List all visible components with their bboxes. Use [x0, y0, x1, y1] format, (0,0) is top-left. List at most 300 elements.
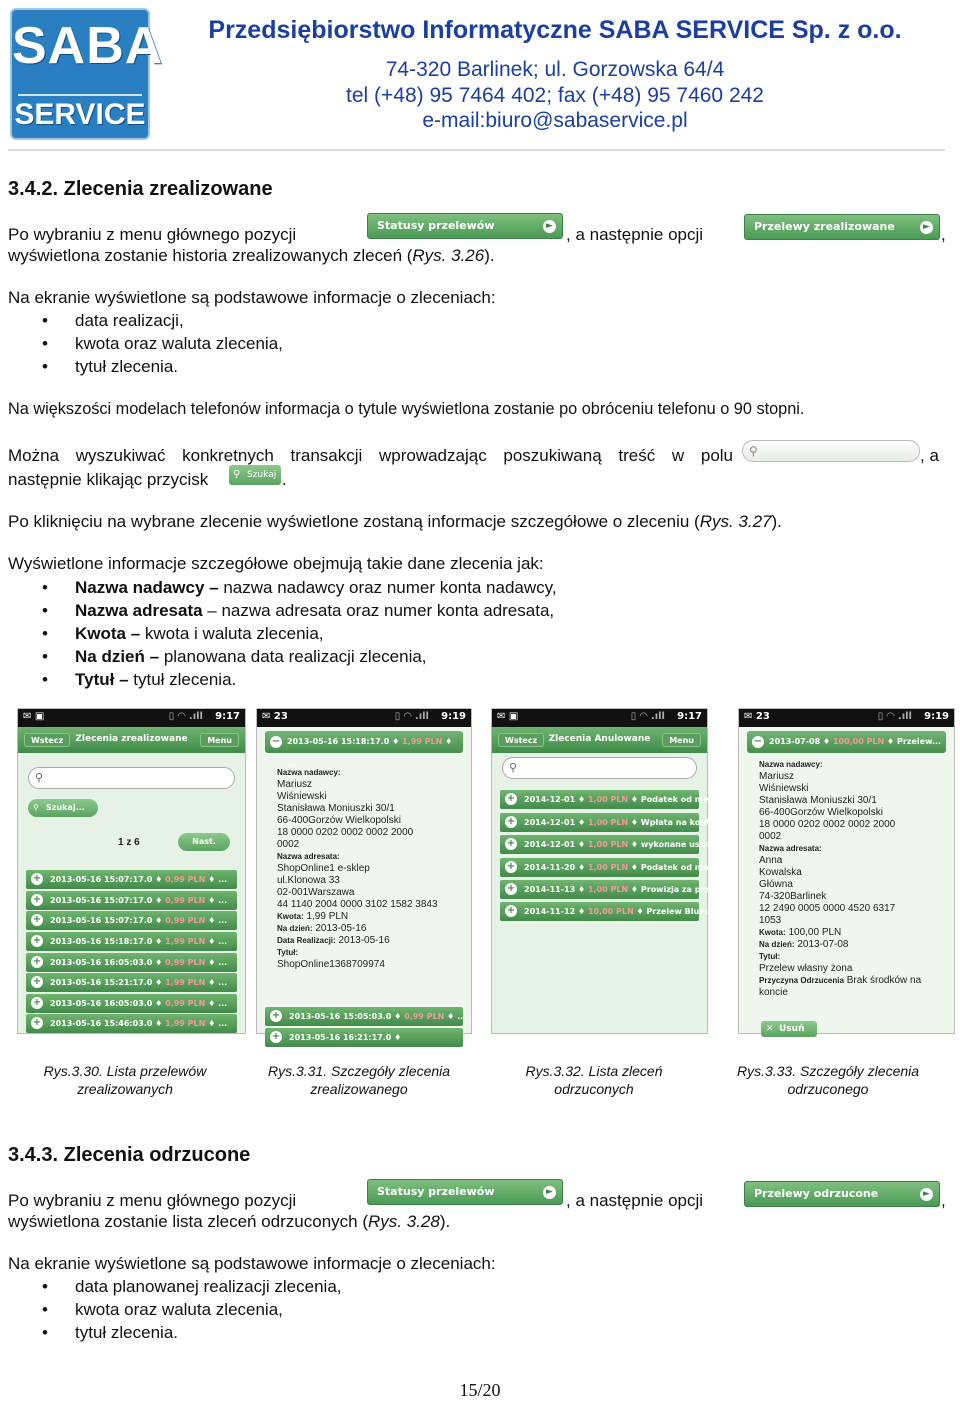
search-input	[502, 757, 697, 779]
row-amount: 1,00 PLN	[587, 863, 629, 872]
detail-line	[277, 863, 465, 875]
detail-value: Kowalska	[759, 867, 802, 878]
row-title: ♦ Przelew Bluec...	[636, 907, 719, 916]
detail-value: Przelew własny żona	[759, 963, 853, 974]
plus-icon: +	[32, 956, 42, 967]
s2-intro-end: ).	[439, 1212, 451, 1231]
list-item: • kwota oraz waluta zlecenia,	[42, 1300, 283, 1319]
detail-label: Tytuł:	[277, 948, 299, 957]
detail-value: ShopOnline1 e-sklep	[277, 863, 370, 874]
field-desc: kwota i waluta zlecenia,	[144, 624, 324, 643]
s2-intro-ref: Rys. 3.28	[368, 1212, 440, 1231]
s1-list-intro: Na ekranie wyświetlone są podstawowe informacje o zleceniach:	[8, 288, 496, 307]
status-bar	[257, 709, 471, 727]
row-amount: 0,99 PLN	[404, 1012, 445, 1021]
detail-value: 1,99 PLN	[306, 911, 349, 922]
s1-fields-list	[42, 576, 557, 691]
back-button: Wstecz	[498, 733, 544, 747]
row-amount: 0,99 PLN	[165, 999, 206, 1008]
caption-line: Rys.3.33. Szczegóły zlecenia	[736, 1063, 920, 1079]
figure-caption	[489, 1062, 699, 1098]
phone-screenshot-completed-detail	[256, 708, 472, 1042]
field-name: Nazwa adresata	[75, 601, 203, 620]
caption-line: zrealizowanych	[77, 1081, 173, 1097]
table-row	[26, 953, 237, 972]
detail-label: Data Realizacji:	[277, 936, 336, 945]
detail-value: Stanisława Moniuszki 30/1	[759, 795, 877, 806]
plus-icon: +	[32, 1017, 42, 1028]
table-row	[500, 880, 719, 899]
detail-label: Na dzień:	[759, 940, 795, 949]
status-time: 9:19	[441, 711, 466, 722]
detail-line	[759, 951, 948, 963]
detail-value: Anna	[759, 855, 783, 866]
search-icon: ⚲	[33, 803, 39, 812]
signal-icons: ▯ ◠ .ıll	[877, 711, 912, 722]
row-title: ♦ Prowizja za prz...	[630, 885, 719, 894]
s1-intro-comma: ,	[941, 225, 946, 244]
detail-line	[759, 759, 948, 771]
detail-label: Nazwa nadawcy:	[277, 768, 341, 777]
table-row	[500, 858, 721, 877]
plus-icon: +	[271, 1010, 281, 1021]
detail-line	[759, 783, 948, 795]
table-row	[500, 813, 719, 832]
s1-intro-part2: , a następnie opcji	[566, 225, 704, 244]
s1-search-text-3: następnie klikając przycisk	[8, 470, 209, 489]
s1-details-ref: Rys. 3.27	[699, 512, 772, 531]
list-item: • tytuł zlecenia.	[42, 1323, 178, 1342]
przelewy-odrzucone-button	[744, 1181, 940, 1207]
caption-line: Rys.3.32. Lista zleceń	[525, 1063, 663, 1079]
row-amount: 0,99 PLN	[165, 916, 206, 925]
detail-line	[759, 987, 948, 999]
phone-screenshot-rejected-list	[491, 708, 721, 1034]
row-title: ♦ ...	[208, 1019, 228, 1028]
arrow-right-icon: ►	[920, 221, 933, 234]
search-input	[28, 767, 235, 789]
detail-line	[759, 975, 948, 987]
s1-search-text-1: Można wyszukiwać konkretnych transakcji wprowadzając poszukiwaną treść w polu	[8, 446, 733, 465]
row-title: ♦ Podatek od nier...	[630, 863, 721, 872]
next-button: Nast.	[178, 833, 230, 851]
s1-intro-line2	[8, 246, 495, 266]
row-amount: 0,99 PLN	[165, 875, 206, 884]
detail-value: Mariusz	[277, 779, 313, 790]
detail-line	[759, 807, 948, 819]
detail-line	[277, 827, 465, 839]
search-icon: ⚲	[749, 444, 758, 458]
detail-value: Główna	[759, 879, 793, 890]
plus-icon: +	[32, 914, 42, 925]
header-divider	[8, 149, 945, 151]
arrow-right-icon: ►	[543, 1186, 556, 1199]
detail-line	[277, 923, 465, 935]
detail-label: Nazwa adresata:	[277, 852, 340, 861]
list-item: • Tytuł – tytuł zlecenia.	[42, 670, 237, 689]
detail-title: ♦ ...	[287, 737, 453, 768]
minus-icon: −	[271, 736, 281, 747]
s1-details-end: ).	[771, 512, 782, 531]
detail-value: 74-320Barlinek	[759, 891, 827, 902]
detail-line	[759, 915, 948, 927]
detail-header-bar	[265, 731, 463, 768]
detail-content	[277, 767, 465, 971]
table-row	[500, 790, 721, 809]
detail-line	[277, 947, 465, 959]
section-heading-rejected: 3.4.3. Zlecenia odrzucone	[8, 1144, 251, 1166]
plus-icon: +	[271, 1031, 281, 1042]
field-name: Kwota –	[75, 624, 145, 643]
search-field-image	[742, 440, 920, 462]
menu-button: Menu	[662, 733, 701, 747]
detail-line	[759, 855, 948, 867]
list-item-text: kwota oraz waluta zlecenia,	[75, 1300, 283, 1319]
table-row	[26, 911, 237, 930]
page-indicator: 1 z 6	[118, 837, 140, 848]
row-amount: 1,99 PLN	[165, 978, 206, 987]
status-icons: ✉ 23	[262, 711, 288, 722]
arrow-right-icon: ►	[920, 1188, 933, 1201]
s1-intro-part1: Po wybraniu z menu głównego pozycji	[8, 225, 297, 244]
table-row	[26, 973, 237, 992]
detail-line	[277, 911, 465, 923]
detail-line	[759, 771, 948, 783]
detail-value: 0002	[277, 839, 300, 850]
s1-fields-intro: Wyświetlone informacje szczegółowe obejmują takie dane zlecenia jak:	[8, 554, 544, 573]
detail-value: Stanisława Moniuszki 30/1	[277, 803, 395, 814]
s2-list-intro: Na ekranie wyświetlone są podstawowe informacje o zleceniach:	[8, 1254, 496, 1273]
row-title: ♦ ...	[208, 896, 228, 905]
table-row	[26, 891, 237, 910]
detail-line	[759, 963, 948, 975]
row-date: 2013-05-16 15:18:17.0 ♦	[50, 937, 163, 946]
statusy-menu-button-label: Statusy przelewów	[377, 219, 495, 232]
s1-details-intro-text: Po kliknięciu na wybrane zlecenie wyświetlone zostaną informacje szczegółowe o zleceniu (	[8, 512, 700, 531]
detail-line	[277, 959, 465, 971]
plus-icon: +	[506, 861, 516, 872]
przelewy-zrealizowane-label: Przelewy zrealizowane	[754, 220, 895, 233]
delete-button-label: Usuń	[779, 1024, 805, 1034]
status-icons: ✉ ▣	[23, 711, 45, 722]
row-date: 2013-05-16 16:21:17.0 ♦	[289, 1033, 402, 1042]
detail-label: Kwota:	[759, 928, 786, 937]
detail-line	[759, 819, 948, 831]
detail-line	[277, 779, 465, 791]
s1-search-text-2: , a	[920, 446, 939, 465]
logo-divider	[18, 94, 142, 96]
detail-title: ♦ Przelew...	[887, 737, 942, 746]
detail-line	[277, 791, 465, 803]
table-row	[500, 902, 719, 921]
plus-icon: +	[506, 793, 516, 804]
detail-line	[277, 887, 465, 899]
s2-intro-part1: Po wybraniu z menu głównego pozycji	[8, 1191, 297, 1210]
detail-line	[277, 815, 465, 827]
row-amount: 1,00 PLN	[587, 818, 629, 827]
detail-value: 66-400Gorzów Wielkopolski	[759, 807, 883, 818]
company-name: Przedsiębiorstwo Informatyczne SABA SERVICE Sp. z o.o.	[208, 16, 902, 44]
company-logo	[10, 8, 164, 140]
detail-label: Kwota:	[277, 912, 304, 921]
field-desc: planowana data realizacji zlecenia,	[163, 647, 427, 666]
phone-screenshot-rejected-detail	[738, 708, 955, 1034]
row-title: ♦ ...	[208, 937, 228, 946]
detail-value: 1053	[759, 915, 782, 926]
row-title: ♦ Wpłata na kont...	[630, 818, 719, 827]
detail-line	[759, 927, 948, 939]
row-title: ♦ ...	[447, 1012, 467, 1021]
szukaj-button-image	[229, 465, 281, 485]
detail-value: 66-400Gorzów Wielkopolski	[277, 815, 401, 826]
figure-caption	[254, 1062, 464, 1098]
delete-button	[761, 1021, 817, 1037]
detail-line	[277, 935, 465, 947]
signal-icons: ▯ ◠ .ıll	[168, 711, 203, 722]
table-row	[26, 1014, 237, 1033]
detail-line	[277, 767, 465, 779]
row-amount: 1,99 PLN	[165, 937, 206, 946]
row-date: 2014-11-20 ♦	[524, 863, 586, 872]
plus-icon: +	[506, 838, 516, 849]
phone-screenshot-completed-list	[17, 708, 246, 1034]
logo-text-saba: SABA	[12, 17, 164, 75]
detail-amount: 1,99 PLN	[402, 737, 443, 746]
detail-label: Na dzień:	[277, 924, 313, 933]
detail-value: ul.Klonowa 33	[277, 875, 340, 886]
table-row	[265, 1028, 463, 1047]
caption-line: zrealizowanego	[310, 1081, 408, 1097]
status-time: 9:17	[677, 711, 702, 722]
detail-amount: 100,00 PLN	[832, 737, 885, 746]
detail-line	[277, 851, 465, 863]
list-item: • data realizacji,	[42, 311, 184, 330]
s1-details-intro	[8, 512, 782, 532]
screen-title: Zlecenia Anulowane	[548, 734, 651, 744]
detail-date: 2013-05-16 15:18:17.0 ♦	[287, 737, 400, 746]
row-date: 2013-05-16 15:07:17.0 ♦	[50, 916, 163, 925]
plus-icon: +	[32, 935, 42, 946]
list-item-text: tytuł zlecenia.	[75, 1323, 178, 1342]
plus-icon: +	[32, 894, 42, 905]
menu-button: Menu	[200, 733, 239, 747]
logo-text-service: SERVICE	[14, 98, 146, 131]
row-amount: 1,99 PLN	[165, 1019, 206, 1028]
detail-value: 12 2490 0005 0000 4520 6317	[759, 903, 896, 914]
table-row	[26, 994, 237, 1013]
przelewy-odrzucone-label: Przelewy odrzucone	[754, 1187, 879, 1200]
detail-value: ShopOnline1368709974	[277, 959, 385, 970]
detail-value: Brak środków na	[846, 975, 922, 986]
search-button-label: Szukaj...	[46, 803, 85, 812]
s2-intro-part2: , a następnie opcji	[566, 1191, 704, 1210]
row-date: 2014-12-01 ♦	[524, 840, 586, 849]
app-bar	[492, 727, 707, 753]
caption-line: Rys.3.31. Szczegóły zlecenia	[267, 1063, 451, 1079]
detail-line	[759, 939, 948, 951]
plus-icon: +	[32, 976, 42, 987]
signal-icons: ▯ ◠ .ıll	[394, 711, 429, 722]
app-bar	[18, 727, 245, 753]
detail-label: Nazwa nadawcy:	[759, 760, 823, 769]
table-row	[265, 1007, 467, 1026]
detail-value: 100,00 PLN	[788, 927, 842, 938]
row-date: 2013-05-16 16:05:03.0 ♦	[50, 999, 163, 1008]
detail-line	[759, 831, 948, 843]
row-date: 2013-05-16 15:21:17.0 ♦	[50, 978, 163, 987]
status-bar	[739, 709, 954, 727]
detail-line	[759, 879, 948, 891]
list-item-text: data planowanej realizacji zlecenia,	[75, 1277, 342, 1296]
figure-caption	[20, 1062, 230, 1098]
row-date: 2013-05-16 15:46:03.0 ♦	[50, 1019, 163, 1028]
status-time: 9:19	[924, 711, 949, 722]
list-item-text: data realizacji,	[75, 311, 184, 330]
s1-rotate-note: Na większości modelach telefonów informacja o tytule wyświetlona zostanie po obróceniu telefonu o 90 stopni.	[8, 400, 805, 418]
detail-label: Tytuł:	[759, 952, 781, 961]
list-item-text: tytuł zlecenia.	[75, 357, 178, 376]
list-item: • Nazwa nadawcy – nazwa nadawcy oraz numer konta nadawcy,	[42, 578, 557, 597]
status-bar	[18, 709, 245, 727]
detail-content	[759, 759, 948, 999]
field-desc: – nazwa adresata oraz numer konta adresata,	[202, 601, 555, 620]
row-title: ♦ ...	[208, 999, 228, 1008]
row-date: 2014-12-01 ♦	[524, 818, 586, 827]
s1-intro-end: ).	[484, 246, 495, 265]
company-email: e-mail:biuro@sabaservice.pl	[422, 109, 688, 132]
row-amount: 1,00 PLN	[587, 795, 629, 804]
list-item: • Kwota – kwota i waluta zlecenia,	[42, 624, 324, 643]
list-item: • data planowanej realizacji zlecenia,	[42, 1277, 342, 1296]
detail-line	[277, 899, 465, 911]
s2-intro-line2-text: wyświetlona zostanie lista zleceń odrzuconych (	[8, 1212, 369, 1231]
detail-line	[759, 843, 948, 855]
list-item: • kwota oraz waluta zlecenia,	[42, 334, 283, 353]
company-phone: tel (+48) 95 7464 402; fax (+48) 95 7460 242	[346, 84, 764, 107]
plus-icon: +	[32, 873, 42, 884]
minus-icon: −	[753, 736, 763, 747]
company-address: 74-320 Barlinek; ul. Gorzowska 64/4	[385, 58, 725, 81]
s1-intro-ref: Rys. 3.26	[412, 246, 485, 265]
list-item: • Nazwa adresata – nazwa adresata oraz numer konta adresata,	[42, 601, 555, 620]
plus-icon: +	[506, 883, 516, 894]
field-name: Na dzień –	[75, 647, 164, 666]
detail-line	[759, 891, 948, 903]
detail-value: Mariusz	[759, 771, 795, 782]
row-title: ♦ ...	[208, 875, 228, 884]
caption-line: odrzuconych	[554, 1081, 634, 1097]
screen-title: Zlecenia zrealizowane	[75, 734, 188, 744]
detail-value: Wiśniewski	[759, 783, 809, 794]
search-icon: ⚲	[509, 762, 518, 774]
row-date: 2014-12-01 ♦	[524, 795, 586, 804]
list-item-text: kwota oraz waluta zlecenia,	[75, 334, 283, 353]
detail-value: 2013-05-16	[315, 923, 367, 934]
field-desc: tytuł zlecenia.	[133, 670, 237, 689]
detail-label: Przyczyna Odrzucenia	[759, 976, 844, 985]
status-icons: ✉ 23	[744, 711, 770, 722]
field-name: Tytuł –	[75, 670, 134, 689]
row-title: ♦ ...	[208, 958, 228, 967]
caption-line: Rys.3.30. Lista przelewów	[43, 1063, 207, 1079]
detail-value: 18 0000 0202 0002 0002 2000	[277, 827, 414, 838]
row-amount: 1,00 PLN	[587, 885, 629, 894]
row-title: ♦ wykonane usługi	[630, 840, 717, 849]
list-item: • Na dzień – planowana data realizacji zlecenia,	[42, 647, 427, 666]
status-time: 9:17	[215, 711, 240, 722]
plus-icon: +	[32, 997, 42, 1008]
status-icons: ✉ ▣	[497, 711, 519, 722]
przelewy-zrealizowane-button	[744, 214, 940, 240]
s1-bullet-list	[42, 309, 283, 378]
detail-value: Wiśniewski	[277, 791, 327, 802]
row-date: 2013-05-16 16:05:03.0 ♦	[50, 958, 163, 967]
detail-value: 02-001Warszawa	[277, 887, 355, 898]
table-row	[26, 932, 237, 951]
detail-line	[759, 795, 948, 807]
szukaj-button-label: Szukaj	[247, 470, 277, 480]
s1-intro-line2-text: wyświetlona zostanie historia zrealizowanych zleceń (	[8, 246, 413, 265]
search-icon: ⚲	[233, 469, 241, 480]
field-name: Nazwa nadawcy –	[75, 578, 224, 597]
statusy-menu-button-label: Statusy przelewów	[377, 1185, 495, 1198]
table-row	[500, 835, 717, 854]
s2-intro-line2	[8, 1212, 450, 1232]
row-title: ♦ ...	[208, 916, 228, 925]
detail-line	[277, 839, 465, 851]
list-item: • tytuł zlecenia.	[42, 357, 178, 376]
signal-icons: ▯ ◠ .ıll	[630, 711, 665, 722]
detail-value: 44 1140 2004 0000 3102 1582 3843	[277, 899, 438, 910]
figure-caption	[723, 1062, 933, 1098]
row-amount: 1,00 PLN	[587, 840, 629, 849]
statusy-menu-button	[367, 213, 563, 239]
arrow-right-icon: ►	[543, 220, 556, 233]
detail-line	[759, 867, 948, 879]
search-icon: ⚲	[35, 772, 44, 784]
row-amount: 0,99 PLN	[165, 958, 206, 967]
table-row	[26, 870, 237, 889]
section-heading-completed: 3.4.2. Zlecenia zrealizowane	[8, 178, 273, 200]
row-amount: 10,00 PLN	[587, 907, 634, 916]
detail-line	[277, 803, 465, 815]
page-number: 15/20	[459, 1380, 501, 1400]
s2-intro-comma: ,	[941, 1191, 946, 1210]
detail-value: koncie	[759, 987, 788, 998]
row-date: 2013-05-16 15:07:17.0 ♦	[50, 875, 163, 884]
delete-icon: ✕	[766, 1024, 774, 1034]
s2-bullet-list	[42, 1275, 342, 1344]
row-title: ♦ ...	[208, 978, 228, 987]
detail-value: 2013-05-16	[338, 935, 390, 946]
search-button	[28, 799, 98, 817]
detail-date: 2013-07-08 ♦	[769, 737, 831, 746]
field-desc: nazwa nadawcy oraz numer konta nadawcy,	[223, 578, 557, 597]
detail-header-bar	[747, 731, 946, 753]
back-button: Wstecz	[24, 733, 70, 747]
row-date: 2013-05-16 15:05:03.0 ♦	[289, 1012, 402, 1021]
detail-value: 2013-07-08	[797, 939, 849, 950]
row-amount: 0,99 PLN	[165, 896, 206, 905]
statusy-menu-button	[367, 1179, 563, 1205]
row-date: 2014-11-12 ♦	[524, 907, 586, 916]
s1-search-text-4: .	[282, 470, 287, 489]
row-date: 2013-05-16 15:07:17.0 ♦	[50, 896, 163, 905]
detail-line	[759, 903, 948, 915]
plus-icon: +	[506, 816, 516, 827]
detail-line	[277, 875, 465, 887]
row-date: 2014-11-13 ♦	[524, 885, 586, 894]
